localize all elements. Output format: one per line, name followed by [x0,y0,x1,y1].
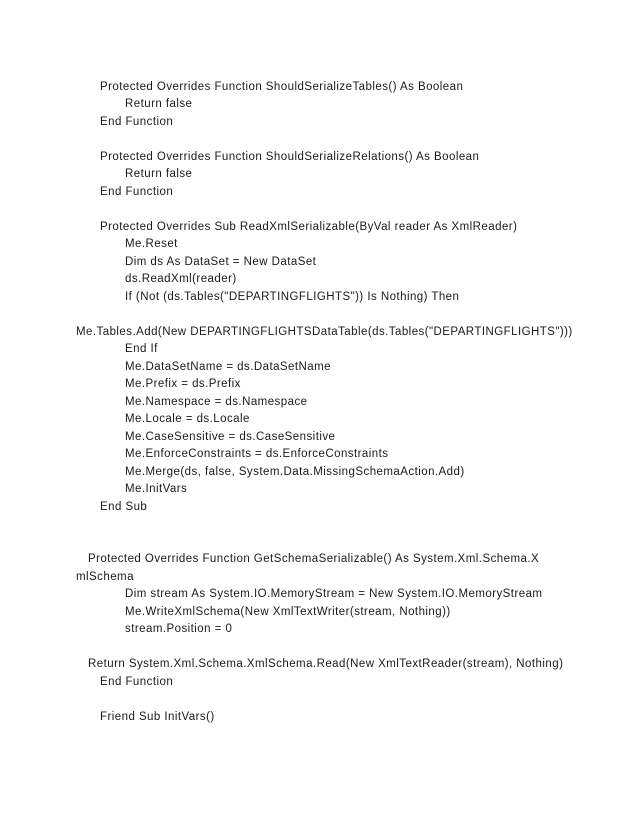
code-line: Return false [125,168,193,180]
code-line: Me.CaseSensitive = ds.CaseSensitive [125,431,336,443]
code-line: Me.Namespace = ds.Namespace [125,396,308,408]
code-line: Protected Overrides Function GetSchemaSerializable() As System.Xml.Schema.X [88,553,540,565]
code-line: Me.Prefix = ds.Prefix [125,378,241,390]
code-line: Return false [125,98,193,110]
code-line: Me.EnforceConstraints = ds.EnforceConstraints [125,448,389,460]
code-line: End Function [100,676,174,688]
code-line: Dim ds As DataSet = New DataSet [125,256,317,268]
code-line: End Function [100,186,174,198]
code-line: Me.Merge(ds, false, System.Data.MissingSchemaAction.Add) [125,466,465,478]
code-line: End Function [100,116,174,128]
code-line: Friend Sub InitVars() [100,711,215,723]
code-line: Me.WriteXmlSchema(New XmlTextWriter(stream, Nothing)) [125,606,451,618]
code-line: Me.Locale = ds.Locale [125,413,250,425]
code-line: End If [125,343,158,355]
code-line: Me.DataSetName = ds.DataSetName [125,361,332,373]
code-line: Me.InitVars [125,483,188,495]
code-line: Protected Overrides Function ShouldSerializeRelations() As Boolean [100,151,480,163]
code-line: Me.Reset [125,238,178,250]
code-line: Protected Overrides Function ShouldSerializeTables() As Boolean [100,81,464,93]
code-line: Protected Overrides Sub ReadXmlSerializable(ByVal reader As XmlReader) [100,221,518,233]
code-line: ds.ReadXml(reader) [125,273,237,285]
code-line: stream.Position = 0 [125,623,233,635]
code-line: Return System.Xml.Schema.XmlSchema.Read(New XmlTextReader(stream), Nothing) [88,658,564,670]
code-line: Me.Tables.Add(New DEPARTINGFLIGHTSDataTable(ds.Tables("DEPARTINGFLIGHTS"))) [76,326,573,338]
code-line: mlSchema [76,571,134,583]
code-line: End Sub [100,501,148,513]
code-line: Dim stream As System.IO.MemoryStream = New System.IO.MemoryStream [125,588,543,600]
code-line: If (Not (ds.Tables("DEPARTINGFLIGHTS")) Is Nothing) Then [125,291,460,303]
